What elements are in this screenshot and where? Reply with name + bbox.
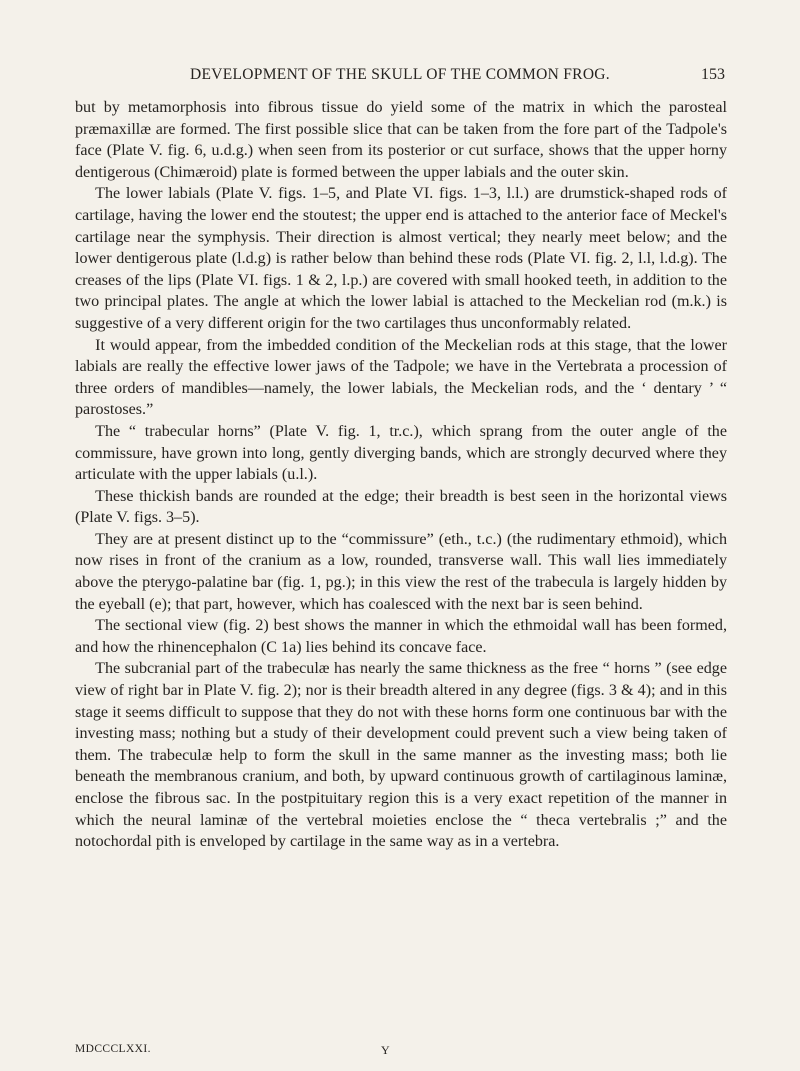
paragraph: The “ trabecular horns” (Plate V. fig. 1, tr.c.), which sprang from the outer angle of the commissure, have grown into long, gently diverging bands, which are strongly decurved where they articulate with the upper labials (u.l.). <box>75 422 727 484</box>
paragraph: They are at present distinct up to the “commissure” (eth., t.c.) (the rudimentary ethmoid), which now rises in front of the cranium as a low, rounded, transverse wall. This wall lies immediately above the pterygo-palatine bar (fig. 1, pg.); in this view the rest of the trabecula is largely hidden by the eyeball (e); that part, however, which has coalesced with the next bar is seen behind. <box>75 530 727 613</box>
paragraph: The sectional view (fig. 2) best shows the manner in which the ethmoidal wall has been formed, and how the rhinencephalon (C 1a) lies behind its concave face. <box>75 617 727 656</box>
page-footer <box>75 1043 725 1059</box>
paragraph: but by metamorphosis into fibrous tissue do yield some of the matrix in which the parosteal præmaxillæ are formed. The first possible slice that can be taken from the fore part of the Tadpole's face (Plate V. fig. 6, u.d.g.) when seen from its posterior or cut surface, shows that the upper horny dentigerous (Chimæroid) plate is formed between the upper labials and the outer skin. <box>75 99 727 181</box>
page-number: 153 <box>701 66 725 83</box>
paragraph: These thickish bands are rounded at the edge; their breadth is best seen in the horizontal views (Plate V. figs. 3–5). <box>75 487 727 527</box>
page-header <box>75 66 725 88</box>
signature-mark: Y <box>381 1043 391 1057</box>
running-head: DEVELOPMENT OF THE SKULL OF THE COMMON FROG. <box>190 66 610 83</box>
paragraph: The lower labials (Plate V. figs. 1–5, and Plate VI. figs. 1–3, l.l.) are drumstick-shaped rods of cartilage, having the lower end the stoutest; the upper end is attached to the anterior face of Meckel's cartilage near the symphysis. Their direction is almost vertical; they nearly meet below; and the lower dentigerous plate (l.d.g) is rather below than behind these rods (Plate VI. fig. 2, l.l, l.d.g). The creases of the lips (Plate VI. figs. 1 & 2, l.p.) are covered with small hooked teeth, in addition to the two principal plates. The angle at which the lower labial is attached to the Meckelian rod (m.k.) is suggestive of a very different origin for the two cartilages thus unconformably related. <box>75 185 727 332</box>
paragraph: The subcranial part of the trabeculæ has nearly the same thickness as the free “ horns ” (see edge view of right bar in Plate V. fig. 2); nor is their breadth altered in any degree (figs. 3 & 4); and in this stage it seems difficult to suppose that they do not with these horns form one continuous bar with the investing mass; nothing but a study of their development could prevent such a view being taken of them. The trabeculæ help to form the skull in the same manner as the investing mass; both lie beneath the membranous cranium, and both, by upward continuous growth of cartilaginous laminæ, enclose the fibrous sac. In the postpituitary region this is a very exact repetition of the manner in which the neural laminæ of the vertebral moieties enclose the “ theca vertebralis ;” and the notochordal pith is enveloped by cartilage in the same way as in a vertebra. <box>75 660 727 851</box>
signature-year: MDCCCLXXI. <box>75 1043 151 1055</box>
body-text <box>75 97 727 853</box>
paragraph: It would appear, from the imbedded condition of the Meckelian rods at this stage, that the lower labials are really the effective lower jaws of the Tadpole; we have in the Vertebrata a procession of three orders of mandibles—namely, the lower labials, the Meckelian rods, and the ‘ dentary ’ “ parostoses.” <box>75 336 727 419</box>
